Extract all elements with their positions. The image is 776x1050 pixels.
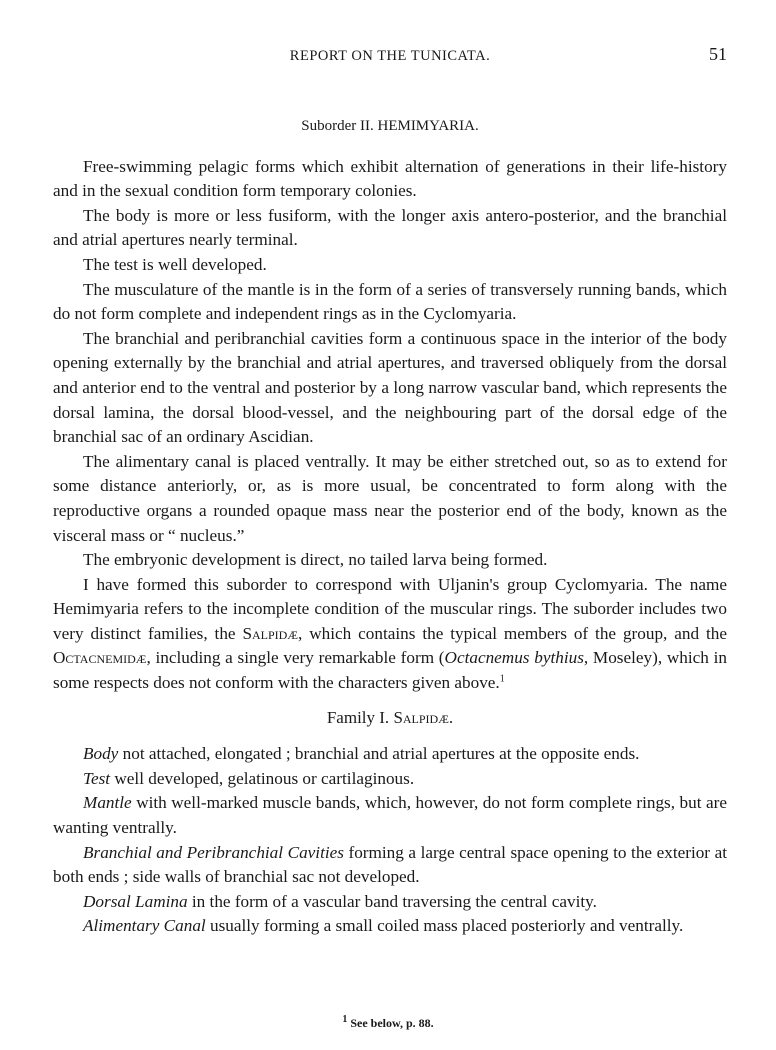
family-item bbox=[53, 791, 727, 840]
text: , which contains the typical members of the group, and the bbox=[298, 623, 727, 643]
paragraph: The branchial and peribranchial cavities form a continuous space in the interior of the body opening externally by the branchial and atrial apertures, and traversed obliquely from the dorsal and anterior end to the ventral and posterior by a long narrow vascular band, which represents the dorsal lamina, the dorsal blood-vessel, and the neighbouring part of the dorsal edge of the branchial sac of an ordinary Ascidian. bbox=[53, 328, 727, 447]
text: well developed, gelatinous or cartilaginous. bbox=[110, 768, 415, 788]
paragraph bbox=[53, 573, 727, 696]
family-item bbox=[53, 841, 727, 890]
footnote-text: See below, p. 88. bbox=[347, 1016, 434, 1030]
term: Alimentary Canal bbox=[83, 916, 206, 936]
family-name: Salpidæ. bbox=[393, 707, 454, 727]
text: , Moseley), which in some respects does not conform with the characters given above. bbox=[53, 648, 727, 693]
paragraph: Free-swimming pelagic forms which exhibit alternation of generations in their life-history and in the sexual condition form temporary colonies. bbox=[53, 156, 727, 201]
paragraph: The test is well developed. bbox=[83, 254, 267, 274]
family-item bbox=[53, 890, 727, 915]
term: Mantle bbox=[83, 793, 132, 813]
text: usually forming a small coiled mass placed posteriorly and ventrally. bbox=[205, 916, 684, 936]
term: Test bbox=[83, 768, 111, 788]
suborder-heading: Suborder II. HEMIMYARIA. bbox=[301, 118, 479, 134]
text: , including a single very remarkable form ( bbox=[146, 648, 445, 668]
family-item bbox=[53, 767, 727, 792]
family-name-octacnemidae: Octacnemidæ bbox=[53, 648, 147, 668]
family-prefix: Family I. bbox=[326, 707, 394, 727]
text: in the form of a vascular band traversing the central cavity. bbox=[187, 891, 597, 911]
family-heading bbox=[53, 706, 727, 731]
footnote-mark: 1 bbox=[499, 673, 505, 685]
page-body bbox=[53, 114, 727, 939]
footnote-mark: 1 bbox=[342, 1014, 348, 1025]
paragraph: The alimentary canal is placed ventrally. It may be either stretched out, so as to extend for some distance anteriorly, or, as is more usual, be concentrated to form along with the reproductive organs a rounded opaque mass near the posterior end of the body, known as the visceral mass or “ nucleus.” bbox=[53, 451, 727, 545]
species-name: Octacnemus bythius bbox=[444, 648, 584, 668]
paragraph: The musculature of the mantle is in the form of a series of transversely running bands, which do not form complete and independent rings as in the Cyclomyaria. bbox=[53, 279, 727, 324]
text: not attached, elongated ; branchial and atrial apertures at the opposite ends. bbox=[118, 744, 640, 764]
page-number: 51 bbox=[709, 44, 727, 64]
text: forming a large central space opening to the exterior at both ends ; side walls of branchial sac not developed. bbox=[53, 842, 727, 887]
term: Dorsal Lamina bbox=[83, 891, 188, 911]
page-header bbox=[53, 44, 727, 68]
family-name-salpidae: Salpidæ bbox=[242, 623, 299, 643]
paragraph: The embryonic development is direct, no tailed larva being formed. bbox=[83, 550, 548, 570]
paragraph: The body is more or less fusiform, with the longer axis antero-posterior, and the branchial and atrial apertures nearly terminal. bbox=[53, 205, 727, 250]
term: Branchial and Peribranchial Cavities bbox=[83, 842, 344, 862]
family-item bbox=[53, 914, 727, 939]
text: with well-marked muscle bands, which, however, do not form complete rings, but are wanting ventrally. bbox=[53, 793, 727, 838]
running-title: REPORT ON THE TUNICATA. bbox=[289, 48, 491, 64]
text: I have formed this suborder to correspond with Uljanin's group Cyclomyaria. The name Hemimyaria refers to the incomplete condition of the muscular rings. The suborder includes two very distinct families, the bbox=[53, 574, 727, 643]
term: Body bbox=[83, 744, 119, 764]
footnote bbox=[0, 1016, 776, 1031]
family-item bbox=[53, 742, 727, 767]
